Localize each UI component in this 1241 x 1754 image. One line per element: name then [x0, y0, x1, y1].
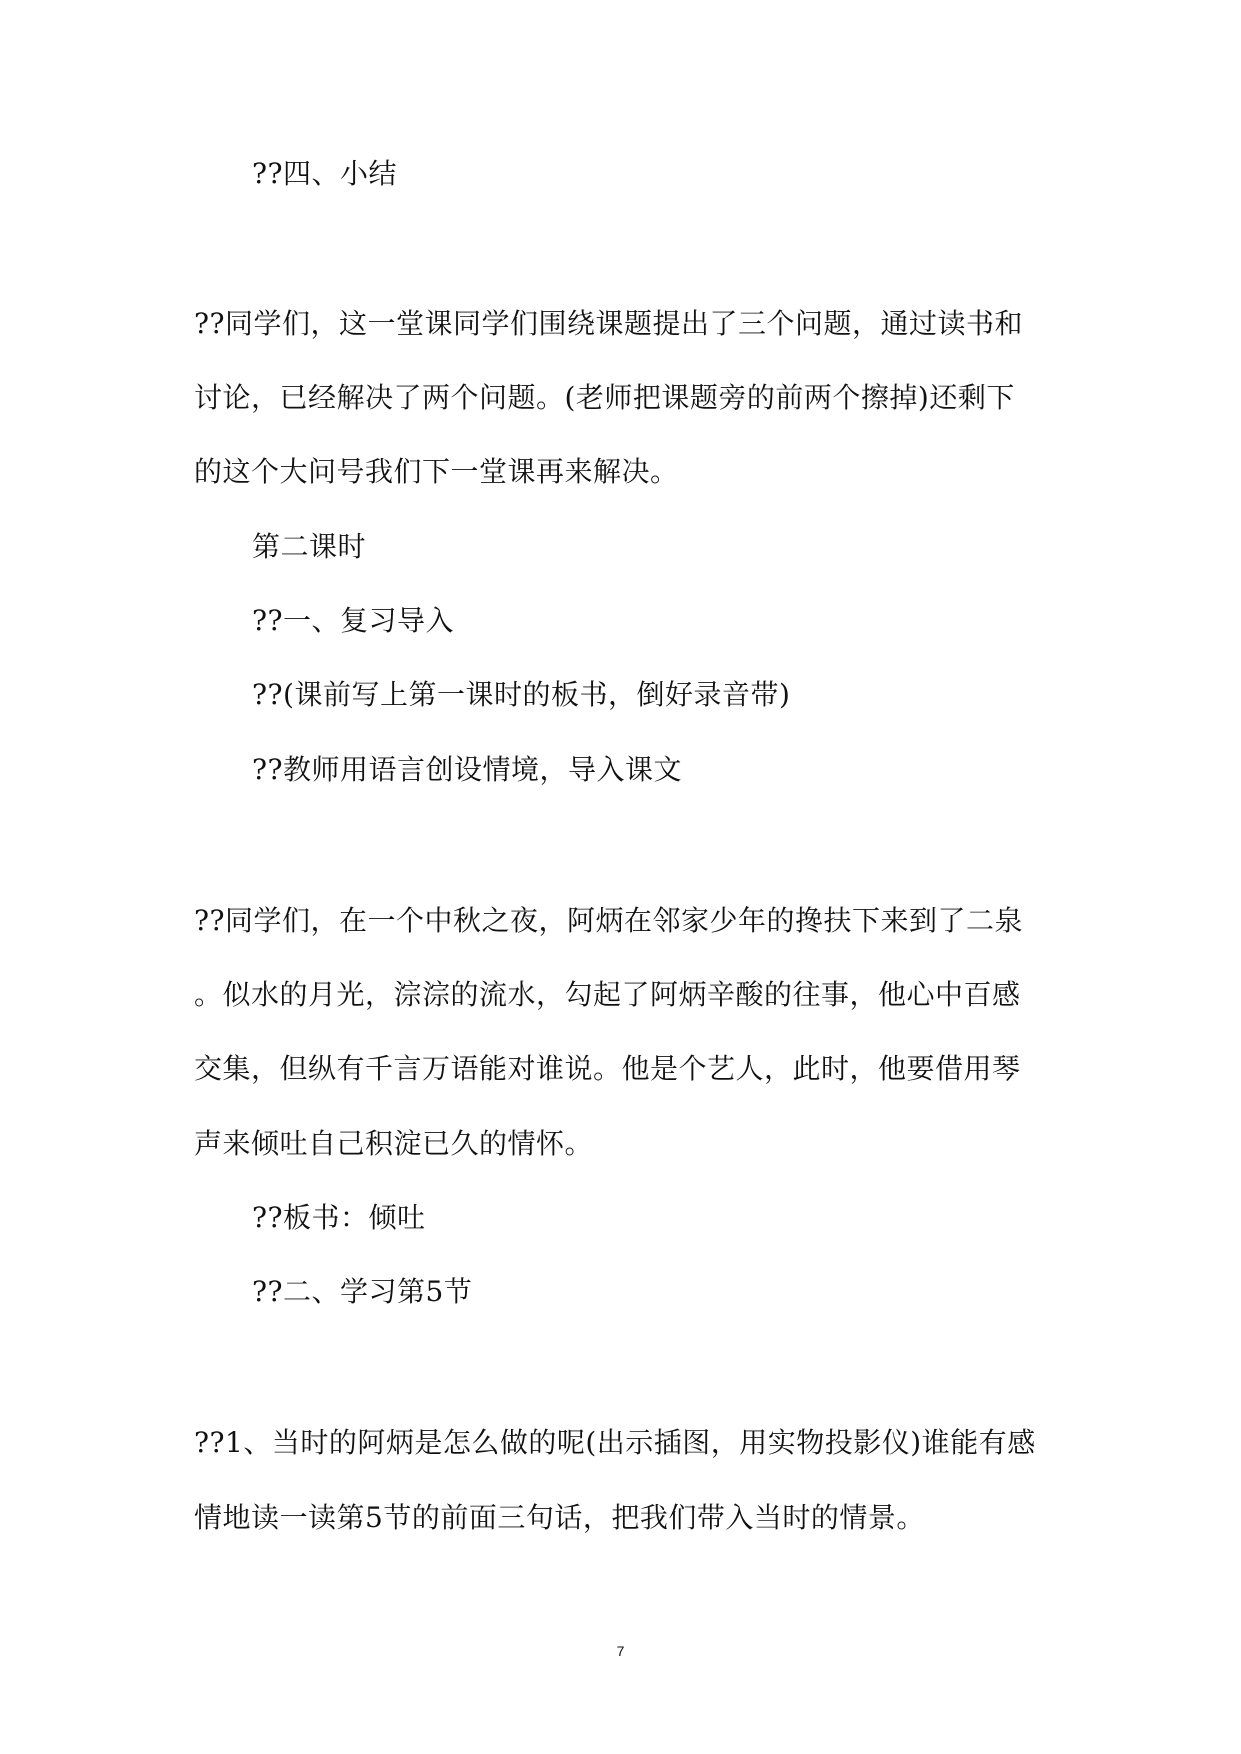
heading-summary: ??四、小结 — [252, 157, 398, 190]
paragraph-line: 。似水的月光，淙淙的流水，勾起了阿炳辛酸的往事，他心中百感 — [194, 978, 1021, 1011]
paragraph-line: 情地读一读第5节的前面三句话，把我们带入当时的情景。 — [194, 1501, 925, 1534]
paragraph-line: 讨论，已经解决了两个问题。(老师把课题旁的前两个擦掉)还剩下 — [194, 381, 1015, 414]
page-number: 7 — [616, 1643, 625, 1659]
heading-review: ??一、复习导入 — [252, 604, 455, 637]
paragraph-line: ??1、当时的阿炳是怎么做的呢(出示插图，用实物投影仪)谁能有感 — [194, 1426, 1036, 1459]
paragraph-line: ??同学们，这一堂课同学们围绕课题提出了三个问题，通过读书和 — [194, 307, 1024, 340]
heading-section-5: ??二、学习第5节 — [252, 1275, 473, 1308]
paragraph-line: ??教师用语言创设情境，导入课文 — [252, 753, 683, 786]
paragraph-line: ??(课前写上第一课时的板书，倒好录音带) — [252, 678, 791, 711]
paragraph-line: ??同学们，在一个中秋之夜，阿炳在邻家少年的搀扶下来到了二泉 — [194, 904, 1024, 937]
paragraph-line: ??板书：倾吐 — [252, 1201, 426, 1234]
paragraph-line: 声来倾吐自己积淀已久的情怀。 — [194, 1127, 594, 1160]
paragraph-line: 交集，但纵有千言万语能对谁说。他是个艺人，此时，他要借用琴 — [194, 1052, 1021, 1085]
heading-second-lesson: 第二课时 — [252, 530, 367, 563]
paragraph-line: 的这个大问号我们下一堂课再来解决。 — [194, 455, 679, 488]
